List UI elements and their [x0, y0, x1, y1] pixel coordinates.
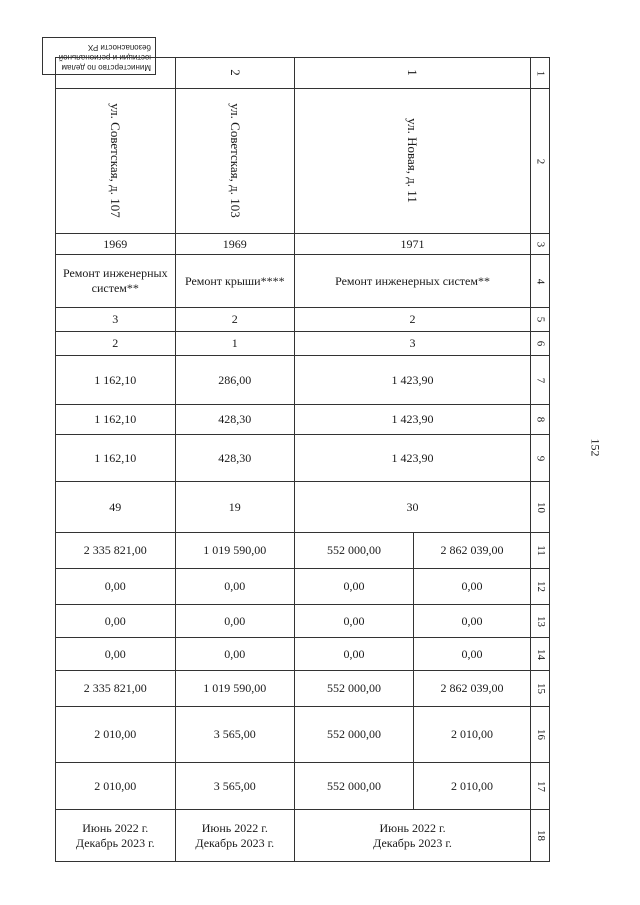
row-number: 13 — [531, 605, 550, 638]
cell-area: 1 423,90 — [295, 405, 531, 435]
row-number: 18 — [531, 810, 550, 862]
cell-residents: 30 — [295, 482, 531, 533]
cell-area: 1 162,10 — [56, 435, 176, 482]
cell-amount: 2 010,00 — [56, 707, 176, 763]
row-number: 7 — [531, 356, 550, 405]
cell-period: Июнь 2022 г. Декабрь 2023 г. — [175, 810, 295, 862]
cell-amount: 1 019 590,00 — [175, 671, 295, 707]
cell-amount: 0,00 — [56, 569, 176, 605]
table-row — [56, 810, 550, 862]
table-row — [56, 482, 550, 533]
cell-area: 286,00 — [175, 356, 295, 405]
cell-period: Июнь 2022 г. Декабрь 2023 г. — [56, 810, 176, 862]
cell-year: 1969 — [175, 234, 295, 255]
cell-area: 1 423,90 — [295, 435, 531, 482]
cell-col-1 — [295, 58, 531, 89]
row-number: 6 — [531, 332, 550, 356]
cell-year: 1971 — [295, 234, 531, 255]
cell: 1 — [175, 332, 295, 356]
cell-amount: 2 862 039,00 — [414, 671, 531, 707]
cell-area: 428,30 — [175, 405, 295, 435]
cell-amount: 0,00 — [295, 605, 414, 638]
row-number: 12 — [531, 569, 550, 605]
row-number: 10 — [531, 482, 550, 533]
cell-amount: 0,00 — [414, 605, 531, 638]
cell-amount: 0,00 — [56, 605, 176, 638]
cell-amount: 0,00 — [414, 638, 531, 671]
table-row — [56, 255, 550, 308]
cell-amount: 0,00 — [175, 638, 295, 671]
cell: 2 — [295, 308, 531, 332]
cell-residents: 19 — [175, 482, 295, 533]
cell: 2 — [56, 332, 176, 356]
row-number: 3 — [531, 234, 550, 255]
cell-amount: 0,00 — [295, 569, 414, 605]
row-number: 15 — [531, 671, 550, 707]
row-number: 2 — [531, 89, 550, 234]
cell: 3 — [295, 332, 531, 356]
stamp-line: безопасности РХ — [87, 43, 151, 52]
cell-year: 1969 — [56, 234, 176, 255]
table-row — [56, 671, 550, 707]
cell-amount: 0,00 — [175, 605, 295, 638]
cell-amount: 3 565,00 — [175, 763, 295, 810]
cell-amount: 0,00 — [175, 569, 295, 605]
table-row — [56, 89, 550, 234]
cell-col-2 — [175, 58, 295, 89]
cell-text: 1 — [405, 69, 421, 76]
address-text: ул. Новая, д. 11 — [405, 118, 421, 203]
table-row — [56, 605, 550, 638]
cell: 2 — [175, 308, 295, 332]
cell-amount: 0,00 — [295, 638, 414, 671]
table-row — [56, 356, 550, 405]
cell-stamp-column — [56, 58, 176, 89]
cell-area: 428,30 — [175, 435, 295, 482]
cell-area: 1 162,10 — [56, 405, 176, 435]
cell-amount: 552 000,00 — [295, 671, 414, 707]
table-row — [56, 638, 550, 671]
cell: 3 — [56, 308, 176, 332]
row-number: 4 — [531, 255, 550, 308]
cell-amount: 2 862 039,00 — [414, 533, 531, 569]
cell-address — [175, 89, 295, 234]
cell-work-type: Ремонт инженерных систем** — [295, 255, 531, 308]
address-text: ул. Советская, д. 103 — [227, 103, 243, 218]
cell-residents: 49 — [56, 482, 176, 533]
cell-amount: 1 019 590,00 — [175, 533, 295, 569]
table-row — [56, 332, 550, 356]
cell-address — [295, 89, 531, 234]
cell-amount: 0,00 — [414, 569, 531, 605]
row-number: 8 — [531, 405, 550, 435]
stamp-line: Министерство по делам — [61, 63, 151, 72]
cell-address — [56, 89, 176, 234]
table-row — [56, 533, 550, 569]
cell-amount: 2 335 821,00 — [56, 533, 176, 569]
cell-amount: 552 000,00 — [295, 707, 414, 763]
cell-amount: 0,00 — [56, 638, 176, 671]
page-number: 152 — [588, 438, 603, 457]
cell-area: 1 423,90 — [295, 356, 531, 405]
cell-amount: 2 335 821,00 — [56, 671, 176, 707]
table-row — [56, 763, 550, 810]
row-number: 14 — [531, 638, 550, 671]
table-row — [56, 234, 550, 255]
cell-period: Июнь 2022 г. Декабрь 2023 г. — [295, 810, 531, 862]
row-number: 5 — [531, 308, 550, 332]
table-row — [56, 58, 550, 89]
row-number: 16 — [531, 707, 550, 763]
cell-amount: 2 010,00 — [414, 763, 531, 810]
row-number: 1 — [531, 58, 550, 89]
table-row — [56, 569, 550, 605]
cell-amount: 552 000,00 — [295, 763, 414, 810]
table-row — [56, 308, 550, 332]
cell-amount: 552 000,00 — [295, 533, 414, 569]
cell-area: 1 162,10 — [56, 356, 176, 405]
row-number: 9 — [531, 435, 550, 482]
row-number: 17 — [531, 763, 550, 810]
cell-amount: 2 010,00 — [56, 763, 176, 810]
table-row — [56, 405, 550, 435]
table-row — [56, 707, 550, 763]
stamp-line: юстиции и региональной — [58, 53, 151, 62]
cell-work-type: Ремонт инженерных систем** — [56, 255, 176, 308]
cell-amount: 3 565,00 — [175, 707, 295, 763]
table-row — [56, 435, 550, 482]
cell-amount: 2 010,00 — [414, 707, 531, 763]
row-number: 11 — [531, 533, 550, 569]
buildings-table — [55, 57, 550, 862]
cell-work-type: Ремонт крыши**** — [175, 255, 295, 308]
address-text: ул. Советская, д. 107 — [107, 103, 123, 218]
cell-text: 2 — [227, 69, 243, 76]
